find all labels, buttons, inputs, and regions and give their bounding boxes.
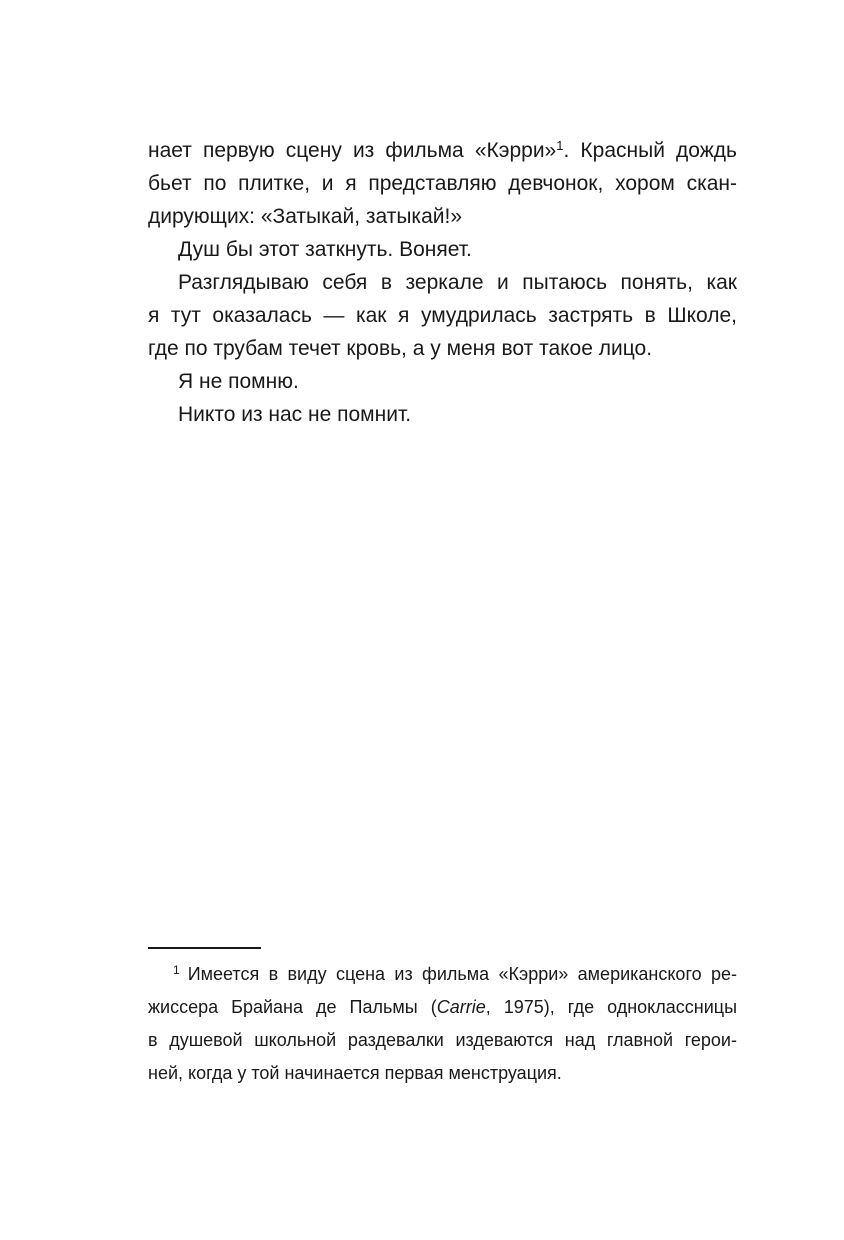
footnote-separator — [148, 947, 261, 949]
text-line: Разглядываю себя в зеркале и пытаюсь понять, как — [178, 271, 737, 294]
text-line: Душ бы этот заткнуть. Воняет. — [178, 238, 472, 261]
text-segment: Имеется в виду сцена из фильма «Кэрри» американского ре- — [187, 964, 737, 984]
text-line — [148, 991, 737, 1024]
text-line — [148, 134, 737, 167]
text-segment: нает первую сцену из фильма «Кэрри» — [148, 139, 557, 162]
text-line: бьет по плитке, и я представляю девчонок, хором скан- — [148, 172, 737, 195]
footnote-marker: 1 — [173, 963, 180, 977]
text-line: Никто из нас не помнит. — [178, 403, 412, 426]
text-segment: , 1975), где одноклассницы — [485, 997, 738, 1017]
film-title-italic: Carrie — [436, 997, 486, 1017]
text-segment: . Красный дождь — [563, 139, 737, 162]
text-line — [148, 958, 737, 991]
text-line: Я не помню. — [178, 370, 299, 393]
text-line: в душевой школьной раздевалки издеваются над главной герои- — [148, 1030, 737, 1050]
text-segment: жиссера Брайана де Пальмы ( — [148, 997, 437, 1017]
main-text — [148, 134, 737, 431]
footnote-reference: 1 — [556, 138, 564, 153]
footnote — [148, 947, 737, 1090]
text-line: я тут оказалась — как я умудрилась застрять в Школе, — [148, 304, 737, 327]
text-line: где по трубам течет кровь, а у меня вот такое лицо. — [148, 337, 653, 360]
text-line: дирующих: «Затыкай, затыкай!» — [148, 205, 463, 228]
text-line: ней, когда у той начинается первая менструация. — [148, 1063, 562, 1083]
